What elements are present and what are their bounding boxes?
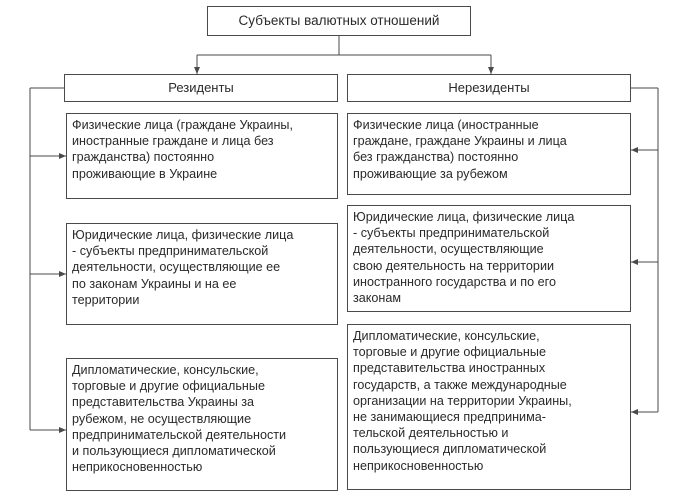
- nonresident-individuals-box: Физические лица (иностранные граждане, граждане Украины и лица без гражданства) постоянно проживающие за рубежом: [347, 113, 631, 195]
- resident-individuals-box: Физические лица (граждане Украины, иностранные граждане и лица без гражданства) постоянно проживающие в Украине: [66, 113, 338, 199]
- resident-legal-entities-box: Юридические лица, физические лица - субъекты предпринимательской деятельности, осуществляющие ее по законам Украины и на ее территории: [66, 223, 338, 325]
- nonresidents-header: Нерезиденты: [347, 74, 631, 102]
- diagram-title: Субъекты валютных отношений: [207, 6, 471, 36]
- nonresident-diplomatic-missions-box: Дипломатические, консульские, торговые и другие официальные представительства иностранных государств, а также международные организации на территории Украины, не занимающиеся предпринима- тельской деятельностью и пользующиеся дипломатической неприкосновенностью: [347, 324, 631, 490]
- nonresident-legal-entities-box: Юридические лица, физические лица - субъекты предпринимательской деятельности, осуществляющие свою деятельность на территории иностранного государства и по его законам: [347, 205, 631, 312]
- resident-diplomatic-missions-box: Дипломатические, консульские, торговые и другие официальные представительства Украины за рубежом, не осуществляющие предпринимательской деятельности и пользующиеся дипломатической неприкосновенностью: [66, 358, 338, 491]
- residents-header: Резиденты: [64, 74, 338, 102]
